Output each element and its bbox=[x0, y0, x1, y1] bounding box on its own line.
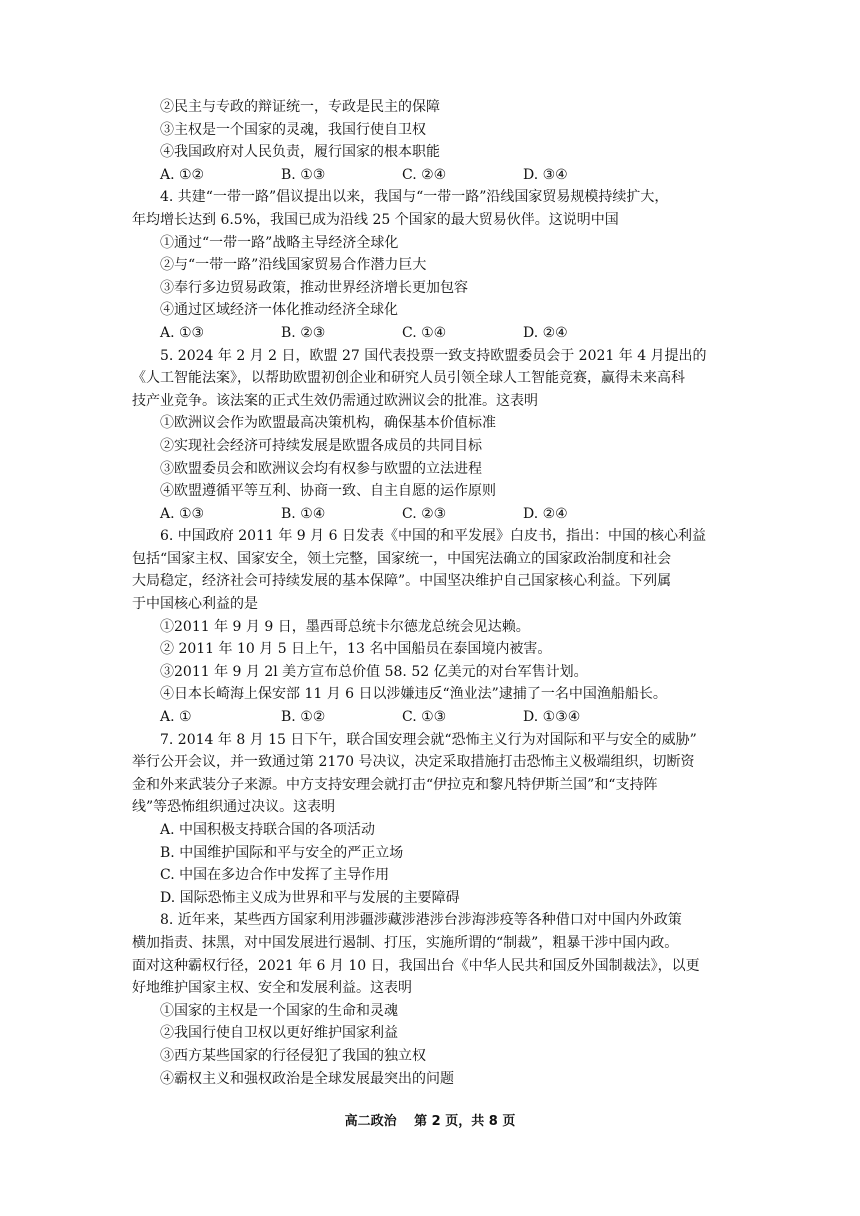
option-line: D. 国际恐怖主义成为世界和平与发展的主要障碍 bbox=[160, 889, 460, 906]
option-line: A. 中国积极支持联合国的各项活动 bbox=[160, 822, 376, 838]
stem-line: 《人工智能法案》，以帮助欧盟初创企业和研究人员引领全球人工智能竞赛，赢得未来高科 bbox=[132, 370, 685, 387]
stem-line: 好地维护国家主权、安全和发展利益。这表明 bbox=[132, 980, 412, 997]
option-line: ①通过“一带一路”战略主导经济全球化 bbox=[160, 234, 399, 251]
option-line: ①2011 年 9 月 9 日，墨西哥总统卡尔德龙总统会见达赖。 bbox=[160, 618, 530, 635]
option-line: ③欧盟委员会和欧洲议会均有权参与欧盟的立法进程 bbox=[160, 460, 482, 477]
stem-line: 5. 2024 年 2 月 2 日，欧盟 27 国代表投票一致支持欧盟委员会于 2021 年 4 月提出的 bbox=[160, 347, 707, 364]
option-line: ②民主与专政的辩证统一，专政是民主的保障 bbox=[160, 99, 440, 115]
option-line: ③主权是一个国家的灵魂，我国行使自卫权 bbox=[160, 121, 426, 138]
option-line: ③西方某些国家的行径侵犯了我国的独立权 bbox=[160, 1047, 426, 1064]
answer-choice[interactable]: D. ①③④ bbox=[523, 709, 581, 726]
option-line: ③奉行多边贸易政策，推动世界经济增长更加包容 bbox=[160, 279, 468, 296]
answer-choice[interactable]: D. ②④ bbox=[523, 505, 568, 522]
answer-choice[interactable]: D. ③④ bbox=[523, 166, 568, 183]
answer-choice[interactable]: A. ① bbox=[160, 709, 192, 726]
page-footer: 高二政治 第 2 页，共 8 页 bbox=[344, 1114, 516, 1129]
stem-line: 举行公开会议，并一致通过第 2170 号决议，决定采取措施打击恐怖主义极端组织，切断资 bbox=[132, 754, 695, 771]
answer-choice[interactable]: B. ②③ bbox=[281, 324, 326, 341]
stem-line: 6. 中国政府 2011 年 9 月 6 日发表《中国的和平发展》白皮书，指出：中国的核心利益 bbox=[160, 528, 706, 545]
option-line: ④霸权主义和强权政治是全球发展最突出的问题 bbox=[160, 1070, 454, 1087]
answer-choice[interactable]: C. ①③ bbox=[402, 709, 447, 726]
answer-choices bbox=[160, 322, 740, 345]
stem-line: 年均增长达到 6.5%，我国已成为沿线 25 个国家的最大贸易伙伴。这说明中国 bbox=[132, 211, 619, 228]
stem-line: 技产业竞争。该法案的正式生效仍需通过欧洲议会的批准。这表明 bbox=[132, 392, 538, 409]
option-line: ④欧盟遵循平等互利、协商一致、自主自愿的运作原则 bbox=[160, 483, 496, 500]
answer-choice[interactable]: A. ①③ bbox=[160, 505, 205, 522]
stem-line: 线”等恐怖组织通过决议。这表明 bbox=[132, 799, 336, 816]
stem-line: 包括“国家主权、国家安全，领土完整，国家统一，中国宪法确立的国家政治制度和社会 bbox=[132, 550, 672, 567]
option-line: ② 2011 年 10 月 5 日上午，13 名中国船员在泰国境内被害。 bbox=[160, 641, 552, 658]
stem-line: 4. 共建“一带一路”倡议提出以来，我国与“一带一路”沿线国家贸易规模持续扩大， bbox=[160, 189, 669, 206]
option-line: ④日本长崎海上保安部 11 月 6 日以涉嫌违反“渔业法”逮捕了一名中国渔船船长。 bbox=[160, 686, 667, 703]
answer-choice[interactable]: C. ①④ bbox=[402, 324, 447, 341]
option-line: ④我国政府对人民负责，履行国家的根本职能 bbox=[160, 144, 440, 161]
option-line: ①欧洲议会作为欧盟最高决策机构，确保基本价值标准 bbox=[160, 415, 496, 432]
stem-line: 金和外来武装分子来源。中方支持安理会就打击“伊拉克和黎凡特伊斯兰国”和“支持阵 bbox=[132, 776, 658, 793]
option-line: ②实现社会经济可持续发展是欧盟各成员的共同目标 bbox=[160, 437, 482, 454]
answer-choice[interactable]: D. ②④ bbox=[523, 324, 568, 341]
option-line: ①国家的主权是一个国家的生命和灵魂 bbox=[160, 1002, 398, 1019]
answer-choices bbox=[160, 503, 740, 526]
question-3 bbox=[160, 96, 740, 186]
answer-choice[interactable]: C. ②③ bbox=[402, 505, 447, 522]
answer-choices bbox=[160, 706, 740, 729]
stem-line: 横加指责、抹黑，对中国发展进行遏制、打压，实施所谓的“制裁”，粗暴干涉中国内政。 bbox=[132, 934, 679, 951]
stem-line: 大局稳定，经济社会可持续发展的基本保障”。中国坚决维护自己国家核心利益。下列属 bbox=[132, 573, 672, 590]
question-5 bbox=[132, 345, 740, 526]
stem-line: 8. 近年来，某些西方国家利用涉疆涉藏涉港涉台涉海涉疫等各种借口对中国内外政策 bbox=[160, 912, 682, 929]
option-line: ②我国行使自卫权以更好维护国家利益 bbox=[160, 1025, 398, 1042]
stem-line: 7. 2014 年 8 月 15 日下午，联合国安理会就“恐怖主义行为对国际和平与安全的威胁” bbox=[160, 731, 697, 748]
option-line: ④通过区域经济一体化推动经济全球化 bbox=[160, 302, 398, 319]
question-8 bbox=[132, 909, 740, 1090]
option-line: ③2011 年 9 月 2l 美方宣布总价值 58. 52 亿美元的对台军售计划。 bbox=[160, 663, 588, 680]
question-4 bbox=[132, 186, 740, 344]
answer-choice[interactable]: B. ①④ bbox=[281, 505, 326, 522]
option-line: C. 中国在多边合作中发挥了主导作用 bbox=[160, 867, 390, 884]
question-7 bbox=[132, 729, 740, 910]
stem-line: 于中国核心利益的是 bbox=[132, 596, 258, 613]
answer-choice[interactable]: A. ①③ bbox=[160, 324, 205, 341]
question-6 bbox=[132, 525, 740, 728]
answer-choice[interactable]: A. ①② bbox=[160, 166, 205, 183]
option-line: B. 中国维护国际和平与安全的严正立场 bbox=[160, 844, 404, 861]
page-content bbox=[132, 96, 740, 1090]
answer-choice[interactable]: C. ②④ bbox=[402, 166, 447, 183]
option-line: ②与“一带一路”沿线国家贸易合作潜力巨大 bbox=[160, 257, 427, 274]
answer-choice[interactable]: B. ①② bbox=[281, 709, 326, 726]
answer-choices bbox=[160, 164, 740, 187]
stem-line: 面对这种霸权行径，2021 年 6 月 10 日，我国出台《中华人民共和国反外国制裁法》，以更 bbox=[132, 957, 700, 974]
answer-choice[interactable]: B. ①③ bbox=[281, 166, 326, 183]
